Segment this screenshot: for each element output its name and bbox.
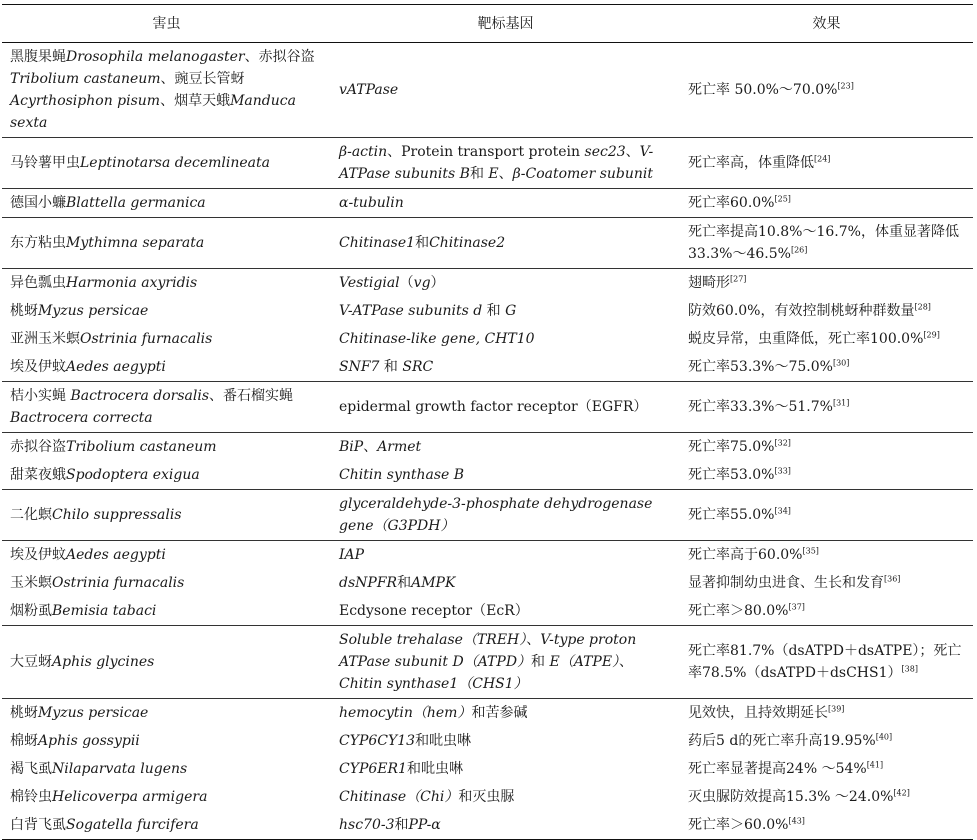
scientific-name: G: [505, 303, 517, 319]
effect-text: 死亡率高于60.0%: [688, 547, 803, 563]
target-gene-cell: [331, 626, 680, 699]
scientific-name: Tribolium castaneum: [66, 439, 217, 455]
table-row: [2, 626, 973, 699]
text-run: 和吡虫啉: [406, 761, 463, 777]
reference-number: [30]: [832, 358, 850, 368]
scientific-name: SNF7: [339, 359, 380, 375]
text-run: 、番石榴实蝇: [209, 388, 294, 404]
target-gene-cell: [331, 353, 680, 382]
scientific-name: Sogatella furcifera: [66, 817, 199, 833]
text-run: 白背飞虱: [10, 817, 66, 833]
target-gene-cell: [331, 490, 680, 541]
reference-number: [25]: [774, 194, 791, 204]
scientific-name: AMPK: [411, 575, 456, 591]
text-run: 埃及伊蚊: [10, 547, 66, 563]
text-run: ）: [430, 275, 445, 291]
target-gene-cell: [331, 189, 680, 218]
text-run: 亚洲玉米螟: [10, 331, 80, 347]
text-run: 和: [482, 303, 506, 319]
text-run: 和灭虫脲: [458, 789, 515, 805]
scientific-name: hemocytin（hem）: [339, 705, 472, 721]
effect-cell: [680, 783, 973, 811]
text-run: 德国小蠊: [10, 195, 66, 211]
target-gene-cell: [331, 325, 680, 353]
table-row: [2, 218, 973, 269]
text-run: 和: [415, 235, 430, 251]
effect-cell: [680, 269, 973, 298]
text-run: 桃蚜: [10, 705, 38, 721]
scientific-name: glyceraldehyde-3-phosphate dehydrogenase gene（G3PDH）: [339, 496, 653, 534]
scientific-name: V-type proton ATPase subunit D（ATPD）: [339, 632, 637, 670]
pest-cell: [2, 218, 331, 269]
table-row: [2, 699, 973, 728]
pest-cell: [2, 433, 331, 462]
effect-text: 死亡率60.0%: [688, 195, 775, 211]
effect-text: 见效快，且持效期延长: [688, 705, 828, 721]
scientific-name: Nilaparvata lugens: [52, 761, 188, 777]
text-run: 马铃薯甲虫: [10, 155, 80, 171]
scientific-name: Myzus persicae: [38, 303, 149, 319]
effect-cell: [680, 218, 973, 269]
table-row: [2, 783, 973, 811]
reference-number: [29]: [923, 330, 940, 340]
effect-text: 死亡率提高10.8%～16.7%，体重显著降低33.3%～46.5%: [688, 224, 959, 262]
reference-number: [24]: [814, 154, 831, 164]
scientific-name: Chitinase2: [429, 235, 506, 251]
effect-cell: [680, 597, 973, 626]
scientific-name: Drosophila melanogaster: [66, 49, 245, 65]
text-run: 、: [498, 166, 513, 182]
effect-cell: [680, 382, 973, 433]
scientific-name: Aphis gossypii: [38, 733, 140, 749]
scientific-name: CYP6ER1: [339, 761, 407, 777]
scientific-name: Vestigial: [339, 275, 400, 291]
table-row: [2, 269, 973, 298]
text-run: 大豆蚜: [10, 654, 52, 670]
pest-cell: [2, 325, 331, 353]
table-row: [2, 569, 973, 597]
scientific-name: Bemisia tabaci: [52, 603, 157, 619]
target-gene-cell: [331, 382, 680, 433]
scientific-name: Ostrinia furnacalis: [52, 575, 185, 591]
scientific-name: Manduca sexta: [10, 93, 296, 131]
text-run: Ecdysone receptor（EcR）: [339, 603, 529, 619]
table-body: [2, 43, 973, 840]
effect-text: 死亡率显著提高24% ～54%: [688, 761, 867, 777]
reference-number: [41]: [866, 760, 884, 770]
scientific-name: Aedes aegypti: [66, 359, 166, 375]
table-row: [2, 490, 973, 541]
scientific-name: CYP6CY13: [339, 733, 416, 749]
effect-cell: [680, 541, 973, 570]
reference-number: [33]: [774, 466, 791, 476]
target-gene-cell: [331, 138, 680, 189]
text-run: 和吡虫啉: [415, 733, 472, 749]
scientific-name: Soluble trehalase（TREH）: [339, 632, 527, 648]
pest-cell: [2, 461, 331, 490]
scientific-name: Blattella germanica: [66, 195, 206, 211]
scientific-name: Bactrocera correcta: [10, 410, 153, 426]
target-gene-cell: [331, 699, 680, 728]
pest-cell: [2, 597, 331, 626]
text-run: 甜菜夜蛾: [10, 467, 66, 483]
scientific-name: α-tubulin: [339, 195, 404, 211]
target-gene-cell: [331, 541, 680, 570]
effect-text: 蜕皮异常，虫重降低，死亡率100.0%: [688, 331, 924, 347]
text-run: 、: [625, 144, 640, 160]
target-gene-cell: [331, 811, 680, 840]
effect-cell: [680, 490, 973, 541]
text-run: 和: [394, 817, 409, 833]
reference-number: [43]: [788, 816, 805, 826]
table-row: [2, 353, 973, 382]
table-row: [2, 325, 973, 353]
scientific-name: Chitinase-like gene, CHT10: [339, 331, 535, 347]
reference-number: [39]: [828, 704, 845, 714]
scientific-name: dsNPFR: [339, 575, 398, 591]
scientific-name: Harmonia axyridis: [66, 275, 198, 291]
target-gene-cell: [331, 433, 680, 462]
effect-text: 显著抑制幼虫进食、生长和发育: [688, 575, 884, 591]
effect-text: 翅畸形: [688, 275, 730, 291]
text-run: 赤拟谷盗: [10, 439, 66, 455]
effect-cell: [680, 189, 973, 218]
text-run: 东方粘虫: [10, 235, 66, 251]
reference-number: [34]: [774, 506, 791, 516]
scientific-name: Leptinotarsa decemlineata: [80, 155, 270, 171]
pest-cell: [2, 755, 331, 783]
effect-cell: [680, 569, 973, 597]
text-run: 和: [379, 359, 403, 375]
effect-cell: [680, 138, 973, 189]
reference-number: [35]: [802, 546, 819, 556]
text-run: 、赤拟谷盗: [244, 49, 315, 65]
pest-cell: [2, 43, 331, 138]
scientific-name: V-ATPase subunits d: [339, 303, 483, 319]
text-run: 和苦参碱: [471, 705, 528, 721]
scientific-name: Bactrocera dorsalis: [70, 388, 210, 404]
target-gene-cell: [331, 461, 680, 490]
pest-cell: [2, 189, 331, 218]
reference-number: [37]: [788, 602, 805, 612]
text-run: 黑腹果蝇: [10, 49, 66, 65]
target-gene-table: [2, 4, 973, 840]
header-target-gene: 靶标基因: [331, 5, 680, 43]
text-run: 异色瓢虫: [10, 275, 66, 291]
reference-number: [38]: [901, 664, 918, 674]
scientific-name: Armet: [377, 439, 422, 455]
scientific-name: Helicoverpa armigera: [52, 789, 208, 805]
target-gene-cell: [331, 783, 680, 811]
effect-text: 死亡率55.0%: [688, 507, 775, 523]
scientific-name: Mythimna separata: [66, 235, 205, 251]
reference-number: [36]: [884, 574, 901, 584]
text-run: 棉铃虫: [10, 789, 52, 805]
scientific-name: β-Coatomer subunit: [512, 166, 654, 182]
pest-cell: [2, 353, 331, 382]
scientific-name: PP-α: [408, 817, 441, 833]
reference-number: [28]: [914, 302, 931, 312]
table-row: [2, 382, 973, 433]
table-row: [2, 189, 973, 218]
pest-cell: [2, 727, 331, 755]
text-run: 褐飞虱: [10, 761, 52, 777]
text-run: 烟粉虱: [10, 603, 52, 619]
table-row: [2, 541, 973, 570]
text-run: 和: [469, 166, 489, 182]
scientific-name: Chilo suppressalis: [52, 507, 182, 523]
target-gene-cell: [331, 569, 680, 597]
reference-number: [31]: [832, 398, 850, 408]
effect-cell: [680, 433, 973, 462]
scientific-name: E（ATPE）: [549, 654, 620, 670]
text-run: 、: [619, 654, 634, 670]
scientific-name: Chitinase1: [339, 235, 416, 251]
effect-text: 死亡率 50.0%～70.0%: [688, 82, 838, 98]
table-row: [2, 597, 973, 626]
effect-text: 死亡率81.7%（dsATPD＋dsATPE）；死亡率78.5%（dsATPD＋dsCHS1）: [688, 643, 962, 681]
text-run: 桃蚜: [10, 303, 38, 319]
effect-text: 死亡率53.0%: [688, 467, 775, 483]
text-run: 、: [526, 632, 541, 648]
effect-text: 死亡率高，体重降低: [688, 155, 814, 171]
effect-text: 死亡率＞60.0%: [688, 817, 789, 833]
scientific-name: Chitin synthase1（CHS1）: [339, 676, 528, 692]
text-run: 、豌豆长管蚜: [160, 71, 245, 87]
pest-cell: [2, 783, 331, 811]
table-row: [2, 811, 973, 840]
effect-text: 死亡率53.3%～75.0%: [688, 359, 833, 375]
effect-cell: [680, 699, 973, 728]
scientific-name: IAP: [339, 547, 365, 563]
scientific-name: BiP: [339, 439, 364, 455]
pest-cell: [2, 297, 331, 325]
scientific-name: hsc70-3: [339, 817, 395, 833]
table-row: [2, 755, 973, 783]
table-row: [2, 727, 973, 755]
reference-number: [27]: [730, 274, 747, 284]
table-row: [2, 43, 973, 138]
target-gene-cell: [331, 218, 680, 269]
effect-cell: [680, 325, 973, 353]
table-row: [2, 138, 973, 189]
text-run: 二化螟: [10, 507, 52, 523]
scientific-name: sec23: [584, 144, 626, 160]
target-gene-cell: [331, 297, 680, 325]
table-header-row: [2, 5, 973, 43]
scientific-name: Chitin synthase B: [339, 467, 465, 483]
effect-cell: [680, 353, 973, 382]
text-run: 和: [397, 575, 412, 591]
scientific-name: V- ATPase subunits B: [339, 144, 654, 182]
text-run: 和: [531, 654, 550, 670]
header-effect: 效果: [680, 5, 973, 43]
pest-cell: [2, 269, 331, 298]
scientific-name: E: [488, 166, 499, 182]
pest-cell: [2, 626, 331, 699]
target-gene-cell: [331, 43, 680, 138]
reference-number: [32]: [774, 438, 791, 448]
table-row: [2, 433, 973, 462]
scientific-name: Aedes aegypti: [66, 547, 166, 563]
scientific-name: SRC: [402, 359, 434, 375]
target-gene-cell: [331, 269, 680, 298]
header-pest: 害虫: [2, 5, 331, 43]
pest-cell: [2, 490, 331, 541]
pest-cell: [2, 138, 331, 189]
table-row: [2, 461, 973, 490]
scientific-name: Tribolium castaneum: [10, 71, 161, 87]
effect-text: 死亡率＞80.0%: [688, 603, 789, 619]
effect-cell: [680, 461, 973, 490]
table-row: [2, 297, 973, 325]
text-run: 桔小实蝇: [10, 388, 71, 404]
scientific-name: Acyrthosiphon pisum: [10, 93, 161, 109]
target-gene-cell: [331, 597, 680, 626]
effect-cell: [680, 626, 973, 699]
scientific-name: β-actin: [339, 144, 388, 160]
text-run: 玉米螟: [10, 575, 52, 591]
reference-number: [26]: [790, 245, 808, 255]
scientific-name: Spodoptera exigua: [66, 467, 200, 483]
text-run: 、Protein transport protein: [387, 144, 585, 160]
text-run: （: [399, 275, 414, 291]
pest-cell: [2, 811, 331, 840]
scientific-name: Myzus persicae: [38, 705, 149, 721]
text-run: 、烟草天蛾: [160, 93, 231, 109]
reference-number: [23]: [837, 81, 854, 91]
text-run: 、: [363, 439, 378, 455]
pest-cell: [2, 541, 331, 570]
effect-cell: [680, 43, 973, 138]
effect-text: 灭虫脲防效提高15.3% ～24.0%: [688, 789, 894, 805]
text-run: epidermal growth factor receptor（EGFR）: [339, 399, 648, 415]
target-gene-cell: [331, 755, 680, 783]
scientific-name: Ostrinia furnacalis: [80, 331, 213, 347]
pest-cell: [2, 569, 331, 597]
effect-cell: [680, 811, 973, 840]
effect-cell: [680, 755, 973, 783]
scientific-name: vg: [413, 275, 431, 291]
effect-text: 死亡率75.0%: [688, 439, 775, 455]
effect-text: 药后5 d的死亡率升高19.95%: [688, 733, 876, 749]
effect-text: 防效60.0%，有效控制桃蚜种群数量: [688, 303, 915, 319]
target-gene-cell: [331, 727, 680, 755]
reference-number: [40]: [875, 732, 893, 742]
effect-cell: [680, 297, 973, 325]
text-run: 埃及伊蚊: [10, 359, 66, 375]
effect-text: 死亡率33.3%～51.7%: [688, 399, 833, 415]
effect-cell: [680, 727, 973, 755]
text-run: 棉蚜: [10, 733, 38, 749]
scientific-name: Chitinase（Chi）: [339, 789, 459, 805]
pest-cell: [2, 382, 331, 433]
scientific-name: Aphis glycines: [52, 654, 155, 670]
scientific-name: vATPase: [339, 82, 399, 98]
reference-number: [42]: [893, 788, 910, 798]
pest-cell: [2, 699, 331, 728]
